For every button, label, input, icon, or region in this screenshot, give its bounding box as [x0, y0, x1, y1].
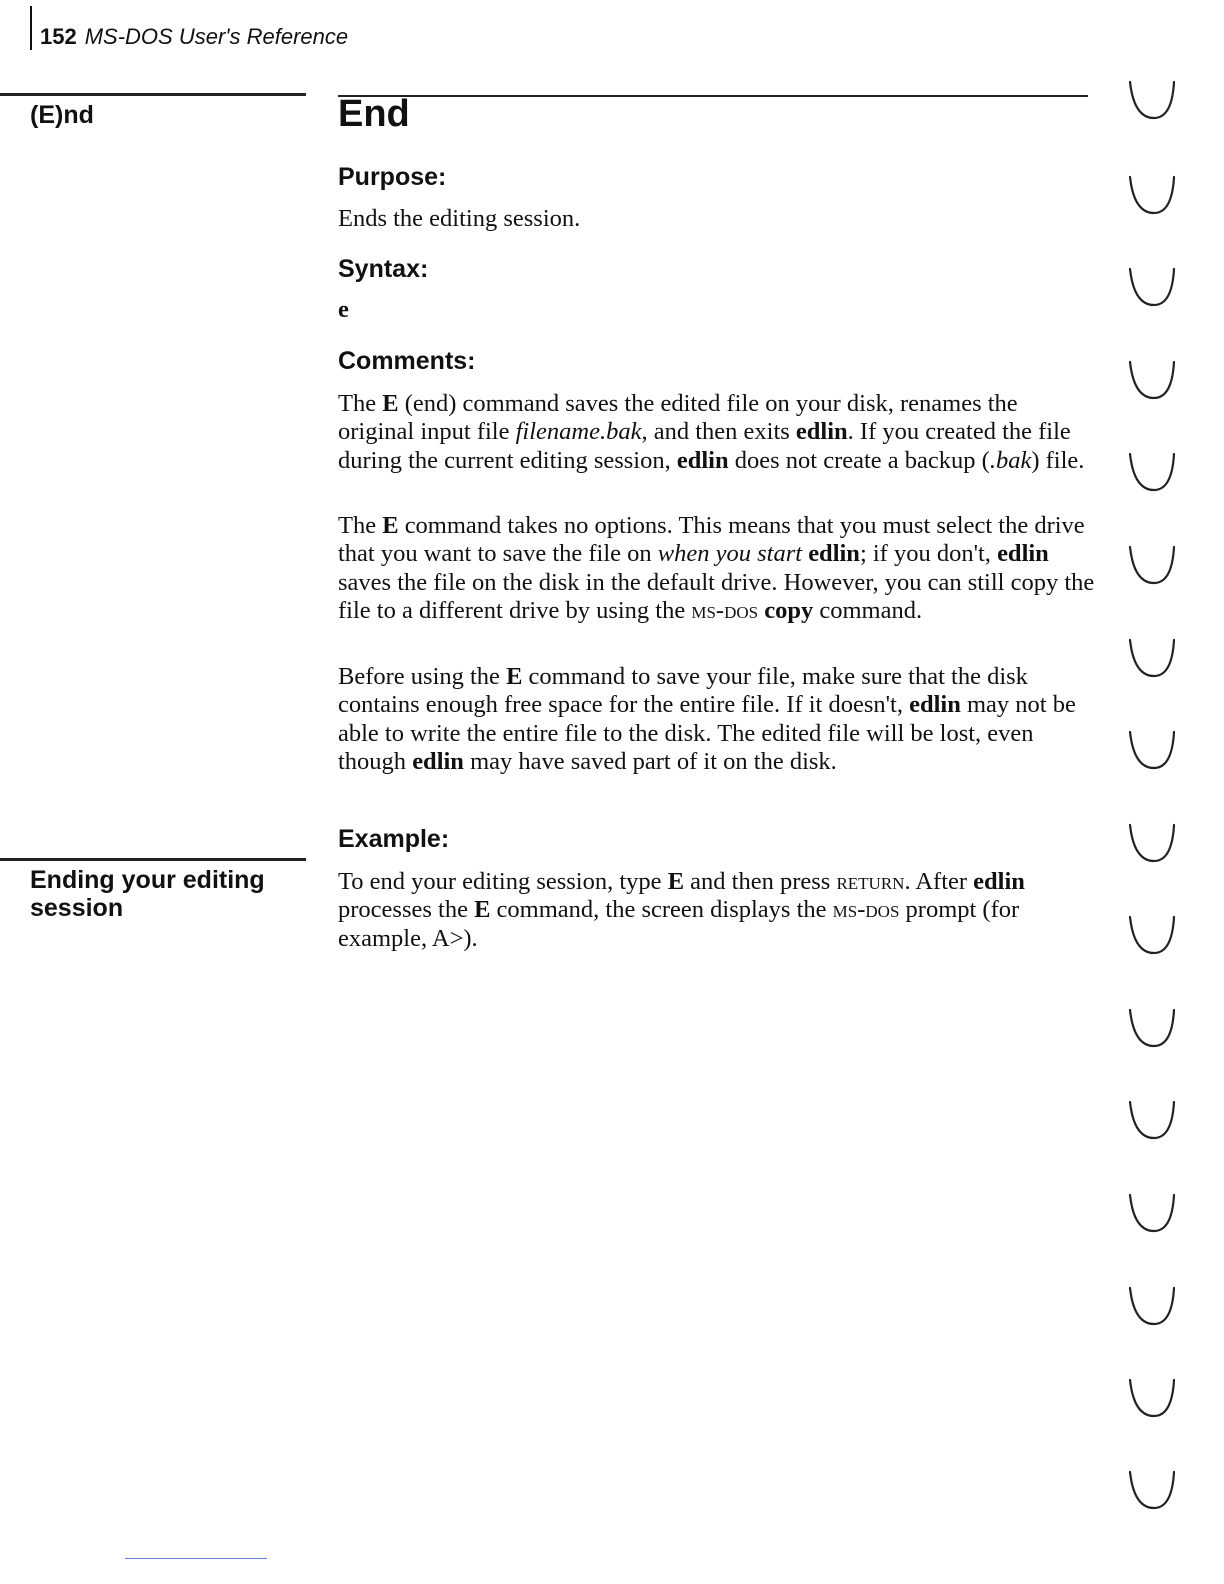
scan-mark-line	[125, 1558, 267, 1559]
page-title: End	[338, 93, 410, 135]
purpose-heading: Purpose:	[338, 163, 447, 191]
binder-holes	[1120, 70, 1190, 1510]
purpose-text: Ends the editing session.	[338, 205, 581, 232]
sidebar-rule-bottom	[0, 858, 306, 861]
comments-heading: Comments:	[338, 347, 476, 375]
example-text: To end your editing session, type E and then press return. After edlin processes the E command, the screen displays the ms-dos prompt (for example, A>).	[338, 868, 1025, 952]
title-rule	[338, 95, 1088, 97]
syntax-heading: Syntax:	[338, 255, 429, 283]
comments-paragraph-1: The E (end) command saves the edited file on your disk, renames the original input file filename.bak, and then exits edlin. If you created the file during the current editing session, edlin does not create a backup (.bak) file.	[338, 390, 1085, 474]
comments-paragraph-3: Before using the E command to save your file, make sure that the disk contains enough free space for the entire file. If it doesn't, edlin may not be able to write the entire file to the disk. The edited file will be lost, even though edlin may have saved part of it on the disk.	[338, 663, 1076, 775]
page-number: 152	[40, 24, 77, 49]
book-title: MS-DOS User's Reference	[84, 24, 349, 49]
command-label: (E)nd	[30, 101, 94, 129]
comments-paragraph-2: The E command takes no options. This means that you must select the drive that you want to save the file on when you start edlin; if you don't, edlin saves the file on the disk in the default drive. However, you can still copy the file to a different drive by using the ms-dos copy command.	[338, 512, 1095, 624]
running-head	[30, 6, 348, 50]
sidebar-rule-top	[0, 93, 306, 96]
example-heading: Example:	[338, 825, 450, 853]
topic-label: Ending your editing session	[30, 866, 265, 922]
syntax-text: e	[338, 296, 349, 323]
